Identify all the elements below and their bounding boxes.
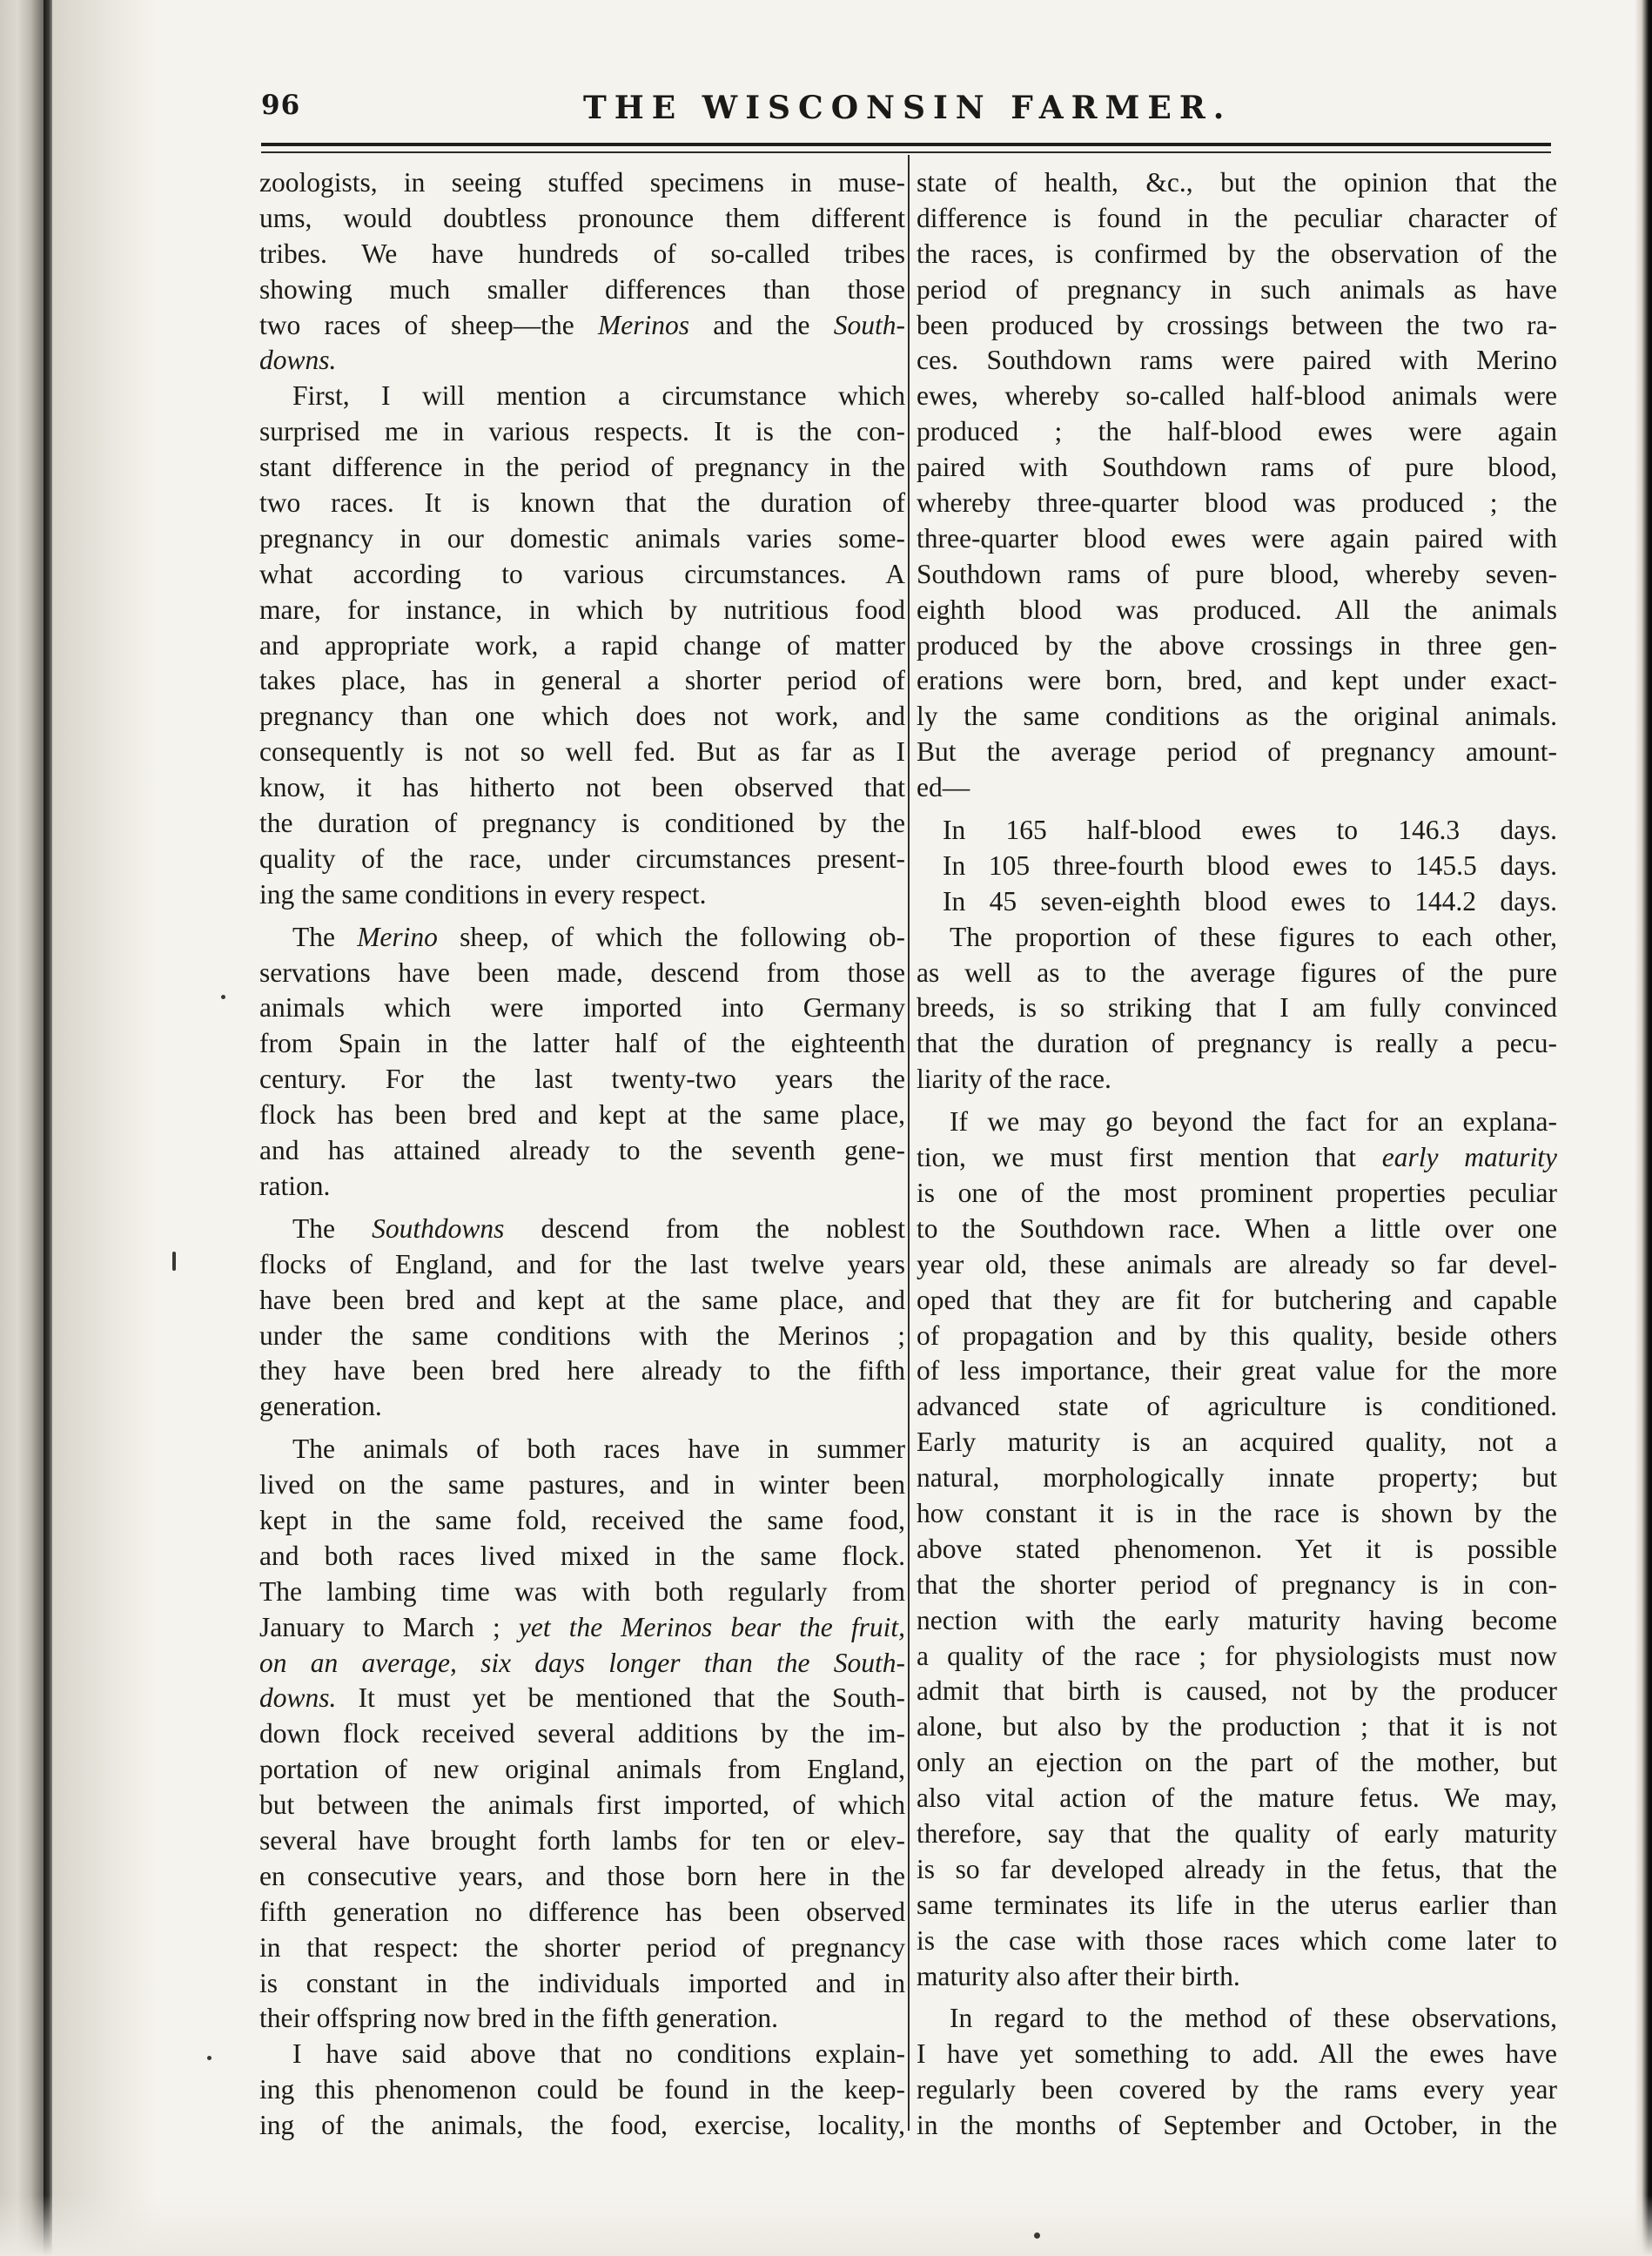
text-line: I have yet something to add. All the ewes have	[917, 2038, 1557, 2070]
text-line: the races, is confirmed by the observation of the	[917, 238, 1557, 269]
text-line: surprised me in various respects. It is the con-	[259, 416, 905, 447]
italic-text: downs.	[259, 345, 337, 376]
text-line: is the case with those races which come later to	[917, 1924, 1557, 1956]
text-line: Southdown rams of pure blood, whereby seven-	[917, 558, 1557, 589]
scan-speck	[1034, 2232, 1040, 2239]
text-line: showing much smaller differences than those	[259, 273, 905, 305]
italic-text: on an average, six days longer than the South-	[259, 1647, 905, 1678]
text-line: Early maturity is an acquired quality, not a	[917, 1427, 1557, 1458]
text-line: en consecutive years, and those born here in the	[259, 1860, 905, 1891]
paragraph-gap	[917, 806, 1557, 813]
text-line: The proportion of these figures to each other,	[950, 921, 1557, 952]
left-column	[259, 165, 905, 2144]
text-line: is constant in the individuals imported and in	[259, 1967, 905, 1998]
text-line: lived on the same pastures, and in winter been	[259, 1469, 905, 1501]
text-line: The Merino sheep, of which the following ob-	[292, 921, 905, 952]
text-line: consequently is not so well fed. But as far as I	[259, 736, 905, 768]
text-line: zoologists, in seeing stuffed specimens in muse-	[259, 167, 905, 198]
text-line: have been bred and kept at the same place, and	[259, 1284, 905, 1315]
text-line: nection with the early maturity having become	[917, 1604, 1557, 1635]
header-rule-thick	[261, 143, 1551, 146]
paragraph-gap	[259, 1205, 905, 1212]
text-line: stant difference in the period of pregnancy in the	[259, 452, 905, 483]
text-line: takes place, has in general a shorter period of	[259, 665, 905, 696]
text-line: of propagation and by this quality, beside others	[917, 1319, 1557, 1351]
text-line: downs. It must yet be mentioned that the South-	[259, 1682, 905, 1714]
text-line: ums, would doubtless pronounce them different	[259, 202, 905, 233]
paragraph-gap	[917, 1994, 1557, 2001]
text-line: But the average period of pregnancy amount-	[917, 736, 1557, 768]
right-column	[917, 165, 1557, 2144]
text-line: alone, but also by the production ; that it is not	[917, 1711, 1557, 1742]
paragraph-gap	[917, 1098, 1557, 1104]
text-line: that the shorter period of pregnancy is in con-	[917, 1568, 1557, 1600]
text-line: difference is found in the peculiar character of	[917, 202, 1557, 233]
text-line: quality of the race, under circumstances present-	[259, 843, 905, 874]
text-line: The animals of both races have in summer	[292, 1434, 905, 1465]
text-line: erations were born, bred, and kept under exact-	[917, 665, 1557, 696]
text-line: under the same conditions with the Merinos ;	[259, 1319, 905, 1351]
text-line: of less importance, their great value for the more	[917, 1355, 1557, 1386]
text-line: First, I will mention a circumstance which	[292, 380, 905, 412]
page-header	[261, 90, 1549, 133]
text-line: know, it has hitherto not been observed that	[259, 772, 905, 803]
text-line: produced ; the half-blood ewes were again	[917, 416, 1557, 447]
text-line	[259, 343, 905, 379]
text-line: but between the animals first imported, of which	[259, 1789, 905, 1821]
text-line: tribes. We have hundreds of so-called tribes	[259, 238, 905, 269]
text-line: maturity also after their birth.	[917, 1960, 1240, 1991]
text-line: ing this phenomenon could be found in the keep-	[259, 2074, 905, 2105]
text-line: been produced by crossings between the two ra-	[917, 309, 1557, 340]
text-line: a quality of the race ; for physiologists must now	[917, 1640, 1557, 1671]
text-line: that the duration of pregnancy is really a pecu-	[917, 1028, 1557, 1059]
text-line: animals which were imported into Germany	[259, 992, 905, 1024]
text-line: several have brought forth lambs for ten or elev-	[259, 1824, 905, 1856]
text-line: in the months of September and October, in the	[917, 2110, 1557, 2141]
column-divider	[908, 155, 910, 2131]
text-line: fifth generation no difference has been observed	[259, 1896, 905, 1927]
text-line: is one of the most prominent properties peculiar	[917, 1177, 1557, 1208]
text-line: regularly been covered by the rams every year	[917, 2074, 1557, 2105]
table-line: In 165 half-blood ewes to 146.3 days.	[943, 815, 1557, 846]
text-line: state of health, &c., but the opinion that the	[917, 167, 1557, 198]
text-line: oped that they are fit for butchering and capable	[917, 1284, 1557, 1315]
text-line: If we may go beyond the fact for an explana-	[950, 1106, 1557, 1138]
text-line: how constant it is in the race is shown by the	[917, 1497, 1557, 1528]
italic-text: downs.	[259, 1682, 337, 1714]
scan-speck	[207, 2056, 212, 2060]
text-line: they have been bred here already to the fifth	[259, 1355, 905, 1386]
text-line: advanced state of agriculture is conditioned.	[917, 1391, 1557, 1422]
text-line: down flock received several additions by the im-	[259, 1718, 905, 1749]
page-number: 96	[261, 90, 301, 121]
gutter-shadow	[52, 0, 157, 2256]
italic-text: early maturity	[1381, 1142, 1557, 1173]
text-line: ewes, whereby so-called half-blood animals were	[917, 380, 1557, 412]
italic-text: Merino	[357, 921, 438, 952]
text-line: year old, these animals are already so far devel-	[917, 1248, 1557, 1279]
text-line: paired with Southdown rams of pure blood,	[917, 452, 1557, 483]
text-line: and both races lived mixed in the same flock.	[259, 1540, 905, 1571]
text-line: and appropriate work, a rapid change of matter	[259, 629, 905, 661]
table-line: In 45 seven-eighth blood ewes to 144.2 days.	[943, 885, 1557, 916]
book-gutter	[0, 0, 44, 2256]
text-line: three-quarter blood ewes were again paired with	[917, 522, 1557, 554]
text-line: liarity of the race.	[917, 1064, 1111, 1095]
text-line: ing of the animals, the food, exercise, locality,	[259, 2110, 905, 2141]
text-line: above stated phenomenon. Yet it is possible	[917, 1533, 1557, 1564]
text-line: also vital action of the mature fetus. We may,	[917, 1783, 1557, 1814]
scan-mark	[172, 1252, 176, 1271]
text-line: ly the same conditions as the original animals.	[917, 701, 1557, 732]
header-rule-thin	[261, 151, 1551, 153]
text-line: as well as to the average figures of the pure	[917, 957, 1557, 988]
text-line: flocks of England, and for the last twelve years	[259, 1248, 905, 1279]
text-line: only an ejection on the part of the mother, but	[917, 1747, 1557, 1778]
text-line: flock has been bred and kept at the same place,	[259, 1099, 905, 1131]
text-line: The lambing time was with both regularly from	[259, 1575, 905, 1607]
text-line: ration.	[259, 1170, 331, 1201]
paragraph-gap	[259, 1425, 905, 1432]
italic-text: yet the Merinos bear the fruit,	[518, 1611, 905, 1642]
text-line: produced by the above crossings in three gen-	[917, 629, 1557, 661]
text-line: in that respect: the shorter period of pregnancy	[259, 1931, 905, 1963]
text-line: pregnancy than one which does not work, and	[259, 701, 905, 732]
text-line: mare, for instance, in which by nutritious food	[259, 594, 905, 625]
text-line: natural, morphologically innate property; but	[917, 1462, 1557, 1494]
running-title: THE WISCONSIN FARMER.	[583, 90, 1232, 126]
text-line: ces. Southdown rams were paired with Merino	[917, 345, 1557, 376]
page-bottom-shadow	[0, 2195, 1652, 2256]
text-line: the duration of pregnancy is conditioned by the	[259, 808, 905, 839]
text-line: January to March ; yet the Merinos bear the fruit,	[259, 1611, 905, 1642]
text-line: I have said above that no conditions explain-	[292, 2038, 905, 2070]
paragraph-gap	[259, 913, 905, 920]
text-line: The Southdowns descend from the noblest	[292, 1212, 905, 1244]
text-line: period of pregnancy in such animals as have	[917, 273, 1557, 305]
text-line: ing the same conditions in every respect.	[259, 878, 707, 910]
text-line: admit that birth is caused, not by the producer	[917, 1675, 1557, 1707]
text-line: eighth blood was produced. All the animals	[917, 594, 1557, 625]
text-line: breeds, is so striking that I am fully convinced	[917, 992, 1557, 1024]
text-line: is so far developed already in the fetus, that the	[917, 1853, 1557, 1884]
text-line: servations have been made, descend from those	[259, 957, 905, 988]
text-line: two races of sheep—the Merinos and the South-	[259, 309, 905, 340]
text-line: their offspring now bred in the fifth generation.	[259, 2003, 779, 2034]
text-line: and has attained already to the seventh gene-	[259, 1135, 905, 1166]
text-line: two races. It is known that the duration of	[259, 487, 905, 519]
text-line: whereby three-quarter blood was produced ; the	[917, 487, 1557, 519]
text-line: same terminates its life in the uterus earlier than	[917, 1889, 1557, 1920]
text-line: ed—	[917, 772, 970, 803]
page-right-edge	[1635, 0, 1652, 2256]
text-line: In regard to the method of these observations,	[950, 2003, 1557, 2034]
italic-text: Merinos	[597, 309, 689, 340]
scan-speck	[221, 995, 225, 999]
italic-text: South-	[833, 309, 905, 340]
text-line: generation.	[259, 1391, 382, 1422]
text-line: from Spain in the latter half of the eighteenth	[259, 1028, 905, 1059]
text-line: tion, we must first mention that early maturity	[917, 1142, 1557, 1173]
table-line: In 105 three-fourth blood ewes to 145.5 days.	[943, 849, 1557, 881]
text-line: kept in the same fold, received the same food,	[259, 1504, 905, 1535]
italic-text: Southdowns	[372, 1212, 505, 1244]
text-line: portation of new original animals from England,	[259, 1754, 905, 1785]
text-line: pregnancy in our domestic animals varies some-	[259, 522, 905, 554]
text-line: therefore, say that the quality of early maturity	[917, 1817, 1557, 1849]
binding-edge	[44, 0, 52, 2256]
text-line: what according to various circumstances. A	[259, 558, 905, 589]
text-line	[259, 1646, 905, 1682]
text-line: century. For the last twenty-two years the	[259, 1064, 905, 1095]
text-line: to the Southdown race. When a little over one	[917, 1212, 1557, 1244]
